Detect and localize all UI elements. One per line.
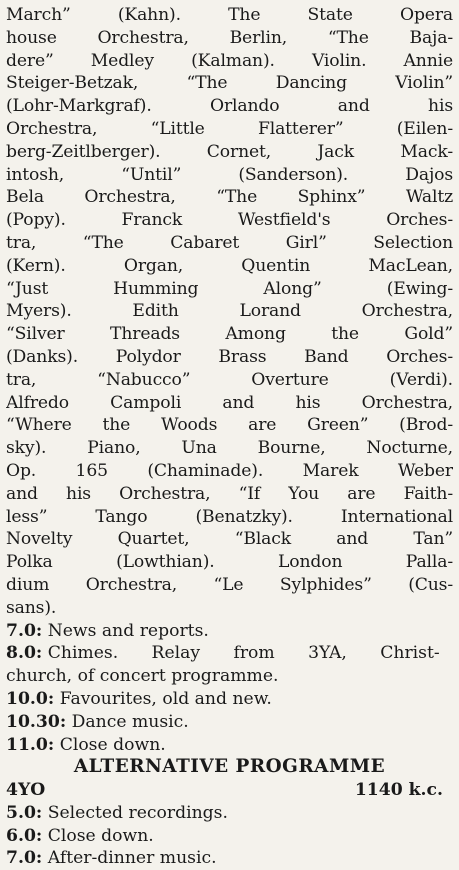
entry-time: 7.0: <box>6 848 43 869</box>
entry-text: Dance music. <box>71 711 189 732</box>
paragraph-line: and his Orchestra, “If You are Faith- <box>6 483 453 504</box>
paragraph-line: tra, “The Cabaret Girl” Selection <box>6 232 453 253</box>
paragraph-line: berg-Zeitlberger). Cornet, Jack Mack- <box>6 141 453 162</box>
entry-time: 10.30: <box>6 711 67 732</box>
paragraph-line: dium Orchestra, “Le Sylphides” (Cus- <box>6 574 453 595</box>
entry-text: News and reports. <box>47 620 209 641</box>
paragraph-line: (Popy). Franck Westfield's Orches- <box>6 210 453 231</box>
schedule-entry <box>6 802 453 825</box>
paragraph-line: March” (Kahn). The State Opera <box>6 5 453 25</box>
paragraph-line: Myers). Edith Lorand Orchestra, <box>6 301 453 322</box>
paragraph-line: (Kern). Organ, Quentin MacLean, <box>6 255 453 276</box>
paragraph-line: (Danks). Polydor Brass Band Orches- <box>6 346 453 367</box>
paragraph-line: sans). <box>6 597 57 618</box>
paragraph-line: intosh, “Until” (Sanderson). Dajos <box>6 164 453 185</box>
entry-time: 10.0: <box>6 688 55 709</box>
paragraph-line: Bela Orchestra, “The Sphinx” Waltz <box>6 187 453 208</box>
programme-paragraph <box>6 4 453 620</box>
paragraph-line: “Just Humming Along” (Ewing- <box>6 278 453 299</box>
section-heading: ALTERNATIVE PROGRAMME <box>73 756 386 778</box>
entry-text: Favourites, old and new. <box>59 688 272 709</box>
entry-time: 5.0: <box>6 802 43 823</box>
paragraph-line: “Where the Woods are Green” (Brod- <box>6 415 453 436</box>
entry-text: Close down. <box>47 825 154 846</box>
paragraph-line: dere” Medley (Kalman). Violin. Annie <box>6 50 453 71</box>
paragraph-line: sky). Piano, Una Bourne, Nocturne, <box>6 438 453 459</box>
entry-time: 6.0: <box>6 825 43 846</box>
station-line <box>6 779 453 802</box>
paragraph-line: house Orchestra, Berlin, “The Baja- <box>6 27 453 48</box>
schedule-entry <box>6 620 453 643</box>
entry-text: Selected recordings. <box>47 802 228 823</box>
entry-text: After-dinner music. <box>47 848 217 869</box>
paragraph-line: “Silver Threads Among the Gold” <box>6 324 453 345</box>
paragraph-line: (Lohr-Markgraf). Orlando and his <box>6 96 453 117</box>
paragraph-line: Polka (Lowthian). London Palla- <box>6 552 453 573</box>
paragraph-line: Alfredo Campoli and his Orchestra, <box>6 392 453 413</box>
schedule-entry <box>6 688 453 711</box>
paragraph-line: Novelty Quartet, “Black and Tan” <box>6 529 453 550</box>
schedule-entry-continued <box>6 665 453 688</box>
schedule-entry <box>6 711 453 734</box>
entry-text: Close down. <box>59 734 166 755</box>
paragraph-line: tra, “Nabucco” Overture (Verdi). <box>6 369 453 390</box>
entry-text: Chimes. Relay from 3YA, Christ- <box>47 643 440 664</box>
entry-time: 7.0: <box>6 620 43 641</box>
alternative-schedule-list <box>6 802 453 870</box>
entry-time: 11.0: <box>6 734 55 755</box>
schedule-entry <box>6 847 453 870</box>
schedule-entry <box>6 734 453 757</box>
paragraph-line: Op. 165 (Chaminade). Marek Weber <box>6 460 453 481</box>
station-call-sign: 4YO <box>6 780 46 801</box>
paragraph-line: Steiger-Betzak, “The Dancing Violin” <box>6 73 453 94</box>
schedule-list <box>6 620 453 757</box>
station-frequency: 1140 k.c. <box>354 780 443 801</box>
schedule-entry <box>6 825 453 848</box>
paragraph-line: Orchestra, “Little Flatterer” (Eilen- <box>6 118 453 139</box>
entry-time: 8.0: <box>6 643 43 664</box>
entry-text-continued: church, of concert programme. <box>6 666 279 687</box>
paragraph-line: less” Tango (Benatzky). International <box>6 506 453 527</box>
schedule-entry <box>6 642 453 665</box>
